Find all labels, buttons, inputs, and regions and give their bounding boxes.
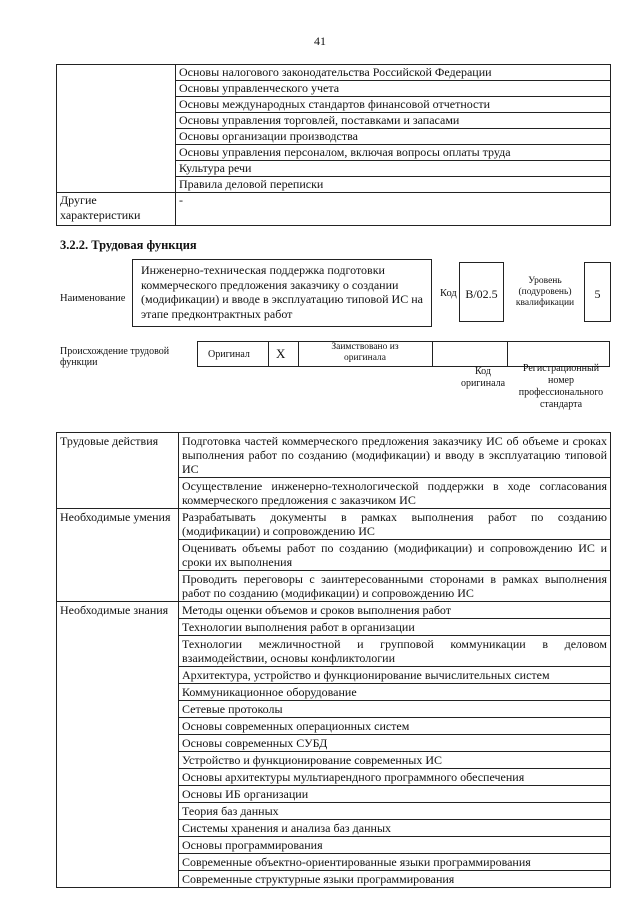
level-value: 5 <box>594 287 601 301</box>
requirement-item: Оценивать объемы работ по созданию (модификации) и сопровождению ИС и сроки их выполнения <box>179 540 611 571</box>
category-label: Необходимые умения <box>57 509 179 602</box>
knowledge-item: Основы управления торговлей, поставками и запасами <box>176 113 611 129</box>
knowledge-item: Основы организации производства <box>176 129 611 145</box>
main-function-table <box>56 432 611 888</box>
requirement-item: Основы программирования <box>179 837 611 854</box>
knowledge-item: Основы налогового законодательства Российской Федерации <box>176 65 611 81</box>
requirement-item: Современные объектно-ориентированные языки программирования <box>179 854 611 871</box>
origin-label: Происхождение трудовой функции <box>60 346 170 368</box>
category-label: Необходимые знания <box>57 602 179 888</box>
knowledge-item: Основы управленческого учета <box>176 81 611 97</box>
requirement-item: Коммуникационное оборудование <box>179 684 611 701</box>
code-cell <box>432 341 508 367</box>
other-value: - <box>176 193 611 226</box>
name-label: Наименование <box>60 293 126 304</box>
knowledge-item: Культура речи <box>176 161 611 177</box>
table-row <box>57 602 611 619</box>
knowledge-item: Правила деловой переписки <box>176 177 611 193</box>
table-row <box>57 65 611 81</box>
reg-caption: Регистрационный номер профессионального стандарта <box>518 363 604 410</box>
code-caption: Код оригинала <box>460 366 506 389</box>
knowledge-item: Основы международных стандартов финансовой отчетности <box>176 97 611 113</box>
borrowed-label: Заимствовано из оригинала <box>331 342 399 363</box>
requirement-item: Технологии межличностной и групповой коммуникации в деловом взаимодействии, основы конфликтологии <box>179 636 611 667</box>
knowledge-item: Основы управления персоналом, включая вопросы оплаты труда <box>176 145 611 161</box>
original-label: Оригинал <box>208 349 250 360</box>
table-row <box>57 509 611 540</box>
top-knowledge-table <box>56 64 611 226</box>
function-code-box <box>459 262 504 322</box>
requirement-item: Теория баз данных <box>179 803 611 820</box>
requirement-item: Системы хранения и анализа баз данных <box>179 820 611 837</box>
requirement-item: Основы современных операционных систем <box>179 718 611 735</box>
requirement-item: Методы оценки объемов и сроков выполнения работ <box>179 602 611 619</box>
requirement-item: Разрабатывать документы в рамках выполнения работ по созданию (модификации) и сопровождению ИС <box>179 509 611 540</box>
requirement-item: Сетевые протоколы <box>179 701 611 718</box>
page-number: 41 <box>314 34 326 48</box>
level-label: Уровень (подуровень) квалификации <box>515 276 575 308</box>
requirement-item: Осуществление инженерно-технологической поддержки в ходе согласования коммерческого предложения с заказчиком ИС <box>179 478 611 509</box>
original-mark: X <box>276 346 286 361</box>
requirement-item: Устройство и функционирование современных ИС <box>179 752 611 769</box>
requirement-item: Подготовка частей коммерческого предложения заказчику ИС об объеме и сроках выполнения работ по созданию (модификации) и вводу в эксплуатацию типовой ИС <box>179 433 611 478</box>
table-row <box>57 193 611 226</box>
function-name-box <box>132 259 432 327</box>
other-label: Другие характеристики <box>57 193 176 226</box>
function-code: B/02.5 <box>465 287 498 301</box>
requirement-item: Основы современных СУБД <box>179 735 611 752</box>
requirement-item: Основы архитектуры мультиарендного программного обеспечения <box>179 769 611 786</box>
requirement-item: Основы ИБ организации <box>179 786 611 803</box>
requirement-item: Архитектура, устройство и функционирование вычислительных систем <box>179 667 611 684</box>
level-box <box>584 262 611 322</box>
requirement-item: Современные структурные языки программирования <box>179 871 611 888</box>
table-row <box>57 433 611 478</box>
category-cell <box>57 65 176 193</box>
code-label: Код <box>440 288 457 299</box>
requirement-item: Технологии выполнения работ в организации <box>179 619 611 636</box>
function-name: Инженерно-техническая поддержка подготовки коммерческого предложения заказчику о создании (модификации) и вводе в эксплуатацию типовой ИС на этапе предконтрактных работ <box>141 263 423 321</box>
section-title: 3.2.2. Трудовая функция <box>60 238 197 252</box>
requirement-item: Проводить переговоры с заинтересованными сторонами в рамках выполнения работ по созданию (модификации) и сопровождению ИС <box>179 571 611 602</box>
category-label: Трудовые действия <box>57 433 179 509</box>
